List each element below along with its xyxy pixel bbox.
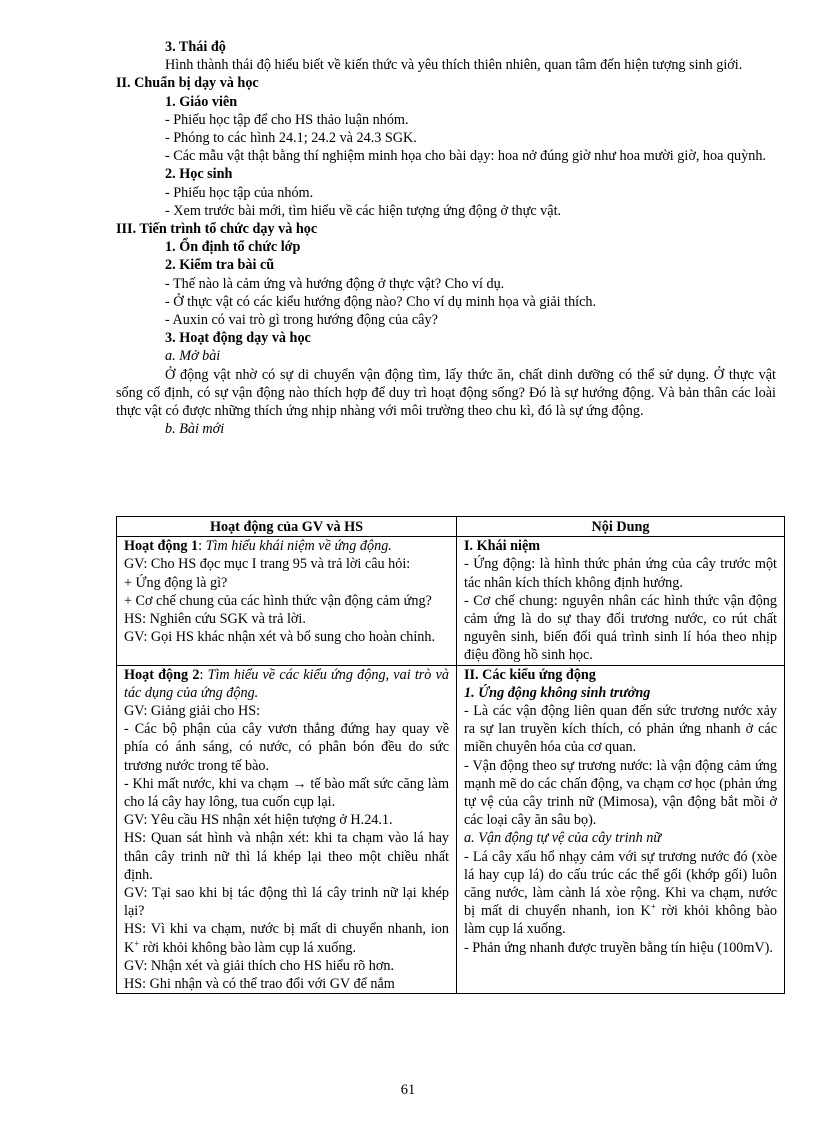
paragraph: - Thế nào là cảm ứng và hướng động ở thực vật? Cho ví dụ.: [165, 275, 505, 292]
paragraph: - Phóng to các hình 24.1; 24.2 và 24.3 SGK.: [165, 130, 417, 147]
activity-2-cell: [117, 665, 457, 994]
paragraph: - Các mẫu vật thật bằng thí nghiệm minh họa cho bài dạy: hoa nở đúng giờ như hoa mười giờ, hoa quỳnh.: [165, 148, 766, 165]
cell-paragraph: [464, 537, 777, 555]
paragraph: Ở động vật nhờ có sự di chuyển vận động tìm, lấy thức ăn, chất dinh dưỡng có thể sử dụng. Ở thực vật sống cố định, có sự vận động nào thích hợp để duy trì hoạt động sống? Đó là sự hướng động. Và bản thân các loài thực vật có được những thích ứng nhịp nhàng với môi trường theo chu kì, đó là sự ứng động.: [116, 366, 776, 420]
text-run: - Là các vận động liên quan đến sức trương nước xảy ra sự lan truyền kích thích, có phản ứng nhanh ở các miền chuyên hóa của cơ quan.: [464, 703, 777, 756]
paragraph: Hình thành thái độ hiểu biết về kiến thức và yêu thích thiên nhiên, quan tâm đến hiện tượng sinh giới.: [165, 57, 743, 74]
cell-paragraph: [464, 684, 777, 702]
text-run: HS: Quan sát hình và nhận xét: khi ta chạm vào lá hay thân cây trinh nữ thì lá khép lại theo một chiều nhất định.: [124, 830, 449, 883]
cell-paragraph: [464, 592, 777, 665]
cell-paragraph: [124, 920, 449, 956]
table-row: [117, 537, 785, 665]
cell-paragraph: [124, 610, 449, 628]
text-run: - Khi mất nước, khi va chạm → tế bào mất sức căng làm cho lá cây hay lông, tua cuốn cụp lại.: [124, 775, 449, 811]
text-run: rời khỏi không bào làm cụp lá xuống.: [464, 903, 777, 938]
cell-paragraph: [464, 666, 777, 684]
text-run: :: [199, 666, 208, 683]
cell-paragraph: [124, 537, 449, 555]
table-header-row: [117, 517, 785, 537]
text-run: HS: Vì khi va chạm, nước bị mất di chuyển nhanh, ion K: [124, 921, 449, 956]
cell-paragraph: [464, 829, 777, 847]
text-run: - Cơ chế chung: nguyên nhân các hình thức vận động cảm ứng là do sự thay đổi trương nước, co rút chất nguyên sinh, biến đổi quá trình sinh lí hóa theo nhịp điệu đồng hồ sinh học.: [464, 592, 777, 664]
text-run: - Lá cây xấu hổ nhạy cảm với sự trương nước đó (xòe lá hay cụp lá) do cấu trúc các thể gối (khớp gối) luôn căng nước, làm cành lá xòe rộng. Khi va chạm, nước bị mất di chuyển nhanh, ion K: [464, 848, 777, 920]
text-run: II. Các kiểu ứng động: [464, 666, 596, 683]
activity-1-cell: [117, 537, 457, 665]
text-run: :: [198, 538, 206, 555]
paragraph: b. Bài mới: [165, 421, 225, 438]
cell-paragraph: [124, 720, 449, 775]
header-content: Nội Dung: [457, 517, 785, 537]
cell-paragraph: [464, 555, 777, 591]
cell-paragraph: [124, 884, 449, 920]
cell-paragraph: [124, 975, 449, 993]
header-activities: Hoạt động của GV và HS: [117, 517, 457, 537]
text-run: GV: Yêu cầu HS nhận xét hiện tượng ở H.24.1.: [124, 812, 393, 829]
text-run: +: [134, 937, 140, 948]
text-run: + Cơ chế chung của các hình thức vận động cảm ứng?: [124, 592, 432, 609]
paragraph: 1. Ổn định tổ chức lớp: [165, 239, 301, 256]
intro-section: [116, 38, 776, 438]
text-run: 1. Ứng động không sinh trưởng: [464, 684, 651, 701]
text-run: Hoạt động 2: [124, 666, 200, 683]
paragraph: - Xem trước bài mới, tìm hiểu về các hiện tượng ứng động ở thực vật.: [165, 202, 562, 219]
text-run: - Phản ứng nhanh được truyền bằng tín hiệu (100mV).: [464, 939, 773, 956]
paragraph: - Phiếu học tập của nhóm.: [165, 184, 314, 201]
text-run: rời khỏi không bào làm cụp lá xuống.: [139, 939, 357, 956]
cell-paragraph: [464, 848, 777, 939]
paragraph: - Ở thực vật có các kiểu hướng động nào? Cho ví dụ minh họa và giải thích.: [165, 293, 597, 310]
text-run: HS: Nghiên cứu SGK và trả lời.: [124, 611, 306, 628]
cell-paragraph: [464, 939, 777, 957]
paragraph: 3. Hoạt động dạy và học: [165, 330, 311, 347]
text-run: GV: Cho HS đọc mục I trang 95 và trả lời câu hỏi:: [124, 556, 411, 573]
text-run: GV: Nhận xét và giải thích cho HS hiểu rõ hơn.: [124, 957, 395, 974]
text-run: a. Vận động tự vệ của cây trinh nữ: [464, 830, 662, 847]
cell-paragraph: [124, 957, 449, 975]
cell-paragraph: [464, 757, 777, 830]
text-run: Hoạt động 1: [124, 538, 199, 555]
cell-paragraph: [124, 666, 449, 702]
cell-paragraph: [124, 702, 449, 720]
text-run: GV: Tại sao khi bị tác động thì lá cây trinh nữ lại khép lại?: [124, 885, 449, 920]
paragraph: - Auxin có vai trò gì trong hướng động của cây?: [165, 312, 438, 329]
text-run: - Các bộ phận của cây vươn thẳng đứng hay quay về phía có ánh sáng, có nước, có phân bón đều do sức trương nước trong tế bào.: [124, 721, 449, 774]
table-row: [117, 665, 785, 994]
text-run: GV: Gọi HS khác nhận xét và bổ sung cho hoàn chỉnh.: [124, 629, 436, 646]
text-run: Tìm hiểu về các kiểu ứng động, vai trò và tác dụng của ứng động.: [124, 666, 450, 701]
paragraph: a. Mở bài: [165, 348, 221, 365]
page-number: 61: [400, 1082, 416, 1098]
text-run: - Ứng động: là hình thức phản ứng của cây trước một tác nhân kích thích không định hướng.: [464, 556, 777, 591]
text-run: GV: Giảng giải cho HS:: [124, 703, 261, 720]
paragraph: 3. Thái độ: [165, 39, 226, 55]
paragraph: II. Chuẩn bị dạy và học: [116, 75, 259, 92]
paragraph: 1. Giáo viên: [165, 93, 238, 110]
cell-paragraph: [124, 775, 449, 811]
paragraph: III. Tiến trình tổ chức dạy và học: [116, 221, 318, 238]
content-2-cell: [457, 665, 785, 994]
cell-paragraph: [124, 592, 449, 610]
cell-paragraph: [124, 628, 449, 646]
paragraph: - Phiếu học tập để cho HS thảo luận nhóm.: [165, 111, 409, 128]
text-run: I. Khái niệm: [464, 538, 541, 555]
cell-paragraph: [124, 555, 449, 573]
cell-paragraph: [464, 702, 777, 757]
text-run: +: [650, 901, 656, 912]
text-run: + Ứng động là gì?: [124, 574, 228, 591]
content-1-cell: [457, 537, 785, 665]
paragraph: 2. Kiểm tra bài cũ: [165, 257, 275, 274]
cell-paragraph: [124, 829, 449, 884]
text-run: HS: Ghi nhận và có thể trao đổi với GV để nắm: [124, 976, 395, 993]
lesson-table: [116, 516, 785, 994]
text-run: - Vận động theo sự trương nước: là vận động cảm ứng mạnh mẽ do các chấn động, va chạm cơ học (phản ứng tự vệ của cây trinh nữ (Mimosa), vận động bắt mồi ở các loại cây ăn sâu bọ).: [464, 757, 777, 829]
cell-paragraph: [124, 574, 449, 592]
cell-paragraph: [124, 811, 449, 829]
paragraph: 2. Học sinh: [165, 166, 233, 183]
text-run: Tìm hiểu khái niệm về ứng động.: [205, 538, 392, 555]
